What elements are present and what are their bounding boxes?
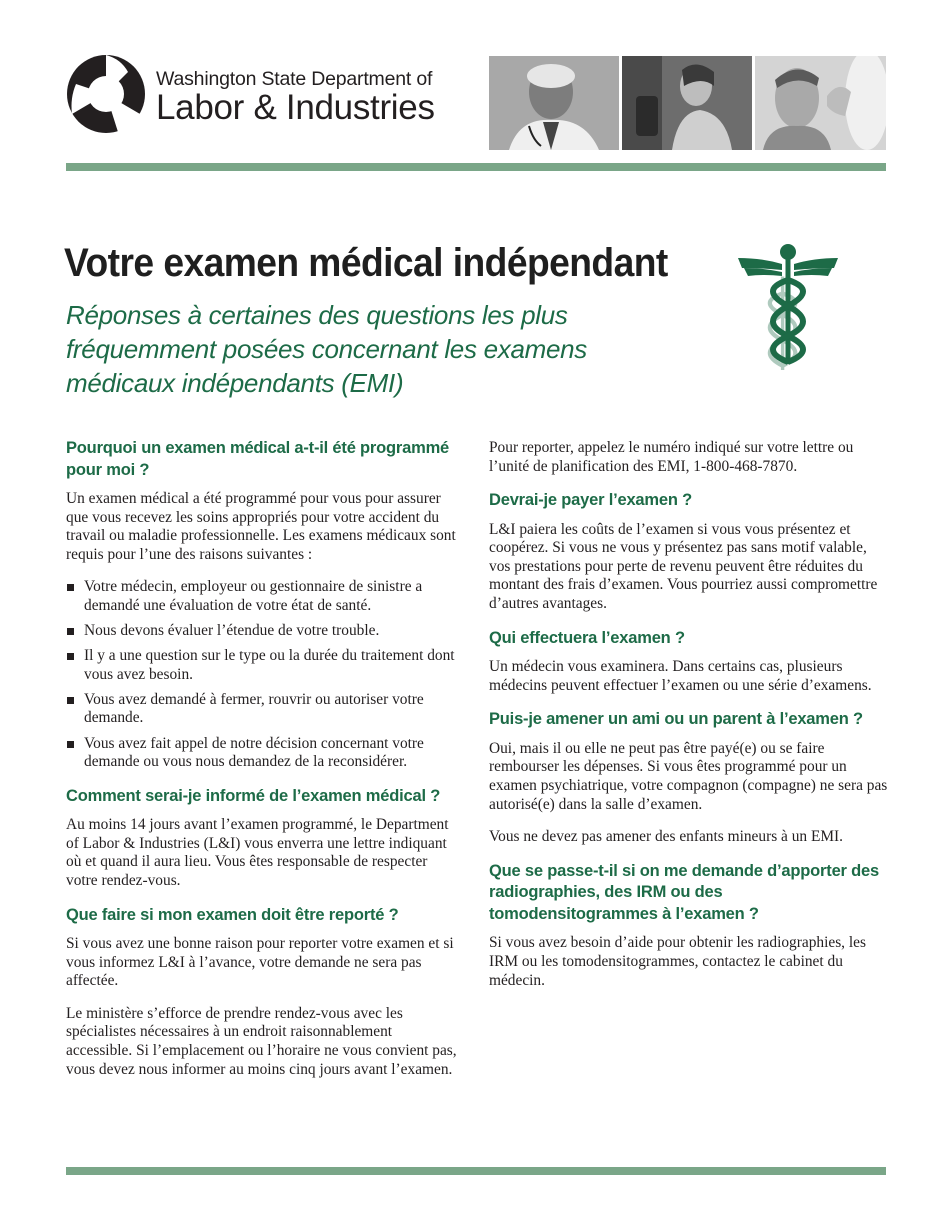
question-heading: Que se passe-t-il si on me demande d’apporter des radiographies, des IRM ou des tomodensitogrammes à l’examen ? [489, 861, 879, 923]
right-column [489, 439, 889, 1004]
answer-paragraph: Le ministère s’efforce de prendre rendez-vous avec les spécialistes nécessaires à un endroit raisonnablement accessible. Si l’emplacement ou l’horaire ne vous convient pas, vous devez nous informer au moins cinq jours avant l’examen. [66, 1004, 457, 1078]
question-heading: Qui effectuera l’examen ? [489, 628, 685, 647]
question-heading: Devrai-je payer l’examen ? [489, 491, 692, 510]
answer-paragraph: Vous ne devez pas amener des enfants mineurs à un EMI. [489, 828, 844, 846]
list-item: Vous avez demandé à fermer, rouvrir ou autoriser votre demande. [66, 691, 461, 728]
question-heading: Pourquoi un examen médical a-t-il été programmé pour moi ? [66, 439, 450, 479]
page-subtitle: Réponses à certaines des questions les plus fréquemment posées concernant les examens médicaux indépendants (EMI) [66, 300, 587, 398]
organization-name [156, 68, 435, 126]
doctor-photo [489, 56, 619, 150]
answer-paragraph: Un examen médical a été programmé pour vous pour assurer que vous recevez les soins appropriés pour votre accident du travail ou maladie professionnelle. Les examens médicaux sont requis pour l’une des raisons suivantes : [66, 490, 456, 563]
org-line1: Washington State Department of [156, 68, 433, 90]
li-logo-icon [66, 54, 146, 134]
question-heading: Comment serai-je informé de l’examen médical ? [66, 786, 441, 805]
page-title: Votre examen médical indépendant [64, 241, 668, 285]
org-line2: Labor & Industries [156, 88, 435, 127]
list-item: Votre médecin, employeur ou gestionnaire de sinistre a demandé une évaluation de votre état de santé. [66, 578, 461, 615]
question-heading: Que faire si mon examen doit être reporté ? [66, 905, 399, 924]
answer-paragraph: Si vous avez une bonne raison pour reporter votre examen et si vous informez L&I à l’avance, votre demande ne sera pas affectée. [66, 935, 454, 990]
header-rule [66, 163, 886, 171]
patient-photo [755, 56, 886, 150]
answer-paragraph: Oui, mais il ou elle ne peut pas être payé(e) ou se faire rembourser les dépenses. Si vous êtes programmé pour un examen psychiatrique, votre compagnon (compagne) ne sera pas autorisé(e) dans la salle d’examen. [489, 739, 888, 813]
list-item: Nous devons évaluer l’étendue de votre trouble. [66, 622, 461, 641]
caduceus-icon [732, 240, 852, 370]
nurse-photo [622, 56, 752, 150]
answer-paragraph: Pour reporter, appelez le numéro indiqué sur votre lettre ou l’unité de planification des EMI, 1-800-468-7870. [489, 439, 854, 475]
list-item: Il y a une question sur le type ou la durée du traitement dont vous avez besoin. [66, 647, 461, 684]
list-item: Vous avez fait appel de notre décision concernant votre demande ou vous nous demandez de la reconsidérer. [66, 735, 461, 772]
answer-paragraph: L&I paiera les coûts de l’examen si vous vous présentez et coopérez. Si vous ne vous y présentez pas sans motif valable, vos prestations pour perte de revenu peuvent être réduites du montant des frais d’examen. Vous pourriez aussi compromettre d’autres avantages. [489, 520, 878, 613]
reasons-list [66, 578, 461, 771]
footer-rule [66, 1167, 886, 1175]
question-heading: Puis-je amener un ami ou un parent à l’examen ? [489, 710, 863, 729]
answer-paragraph: Un médecin vous examinera. Dans certains cas, plusieurs médecins peuvent effectuer l’examen ou une série d’examens. [489, 658, 872, 694]
page-header [66, 52, 886, 152]
left-column [66, 438, 461, 1093]
answer-paragraph: Au moins 14 jours avant l’examen programmé, le Department of Labor & Industries (L&I) vous enverra une lettre indiquant où et quand il aura lieu. Vous êtes responsable de respecter votre rendez-vous. [66, 816, 449, 889]
answer-paragraph: Si vous avez besoin d’aide pour obtenir les radiographies, les IRM ou les tomodensitogrammes, contactez le cabinet du médecin. [489, 934, 866, 989]
